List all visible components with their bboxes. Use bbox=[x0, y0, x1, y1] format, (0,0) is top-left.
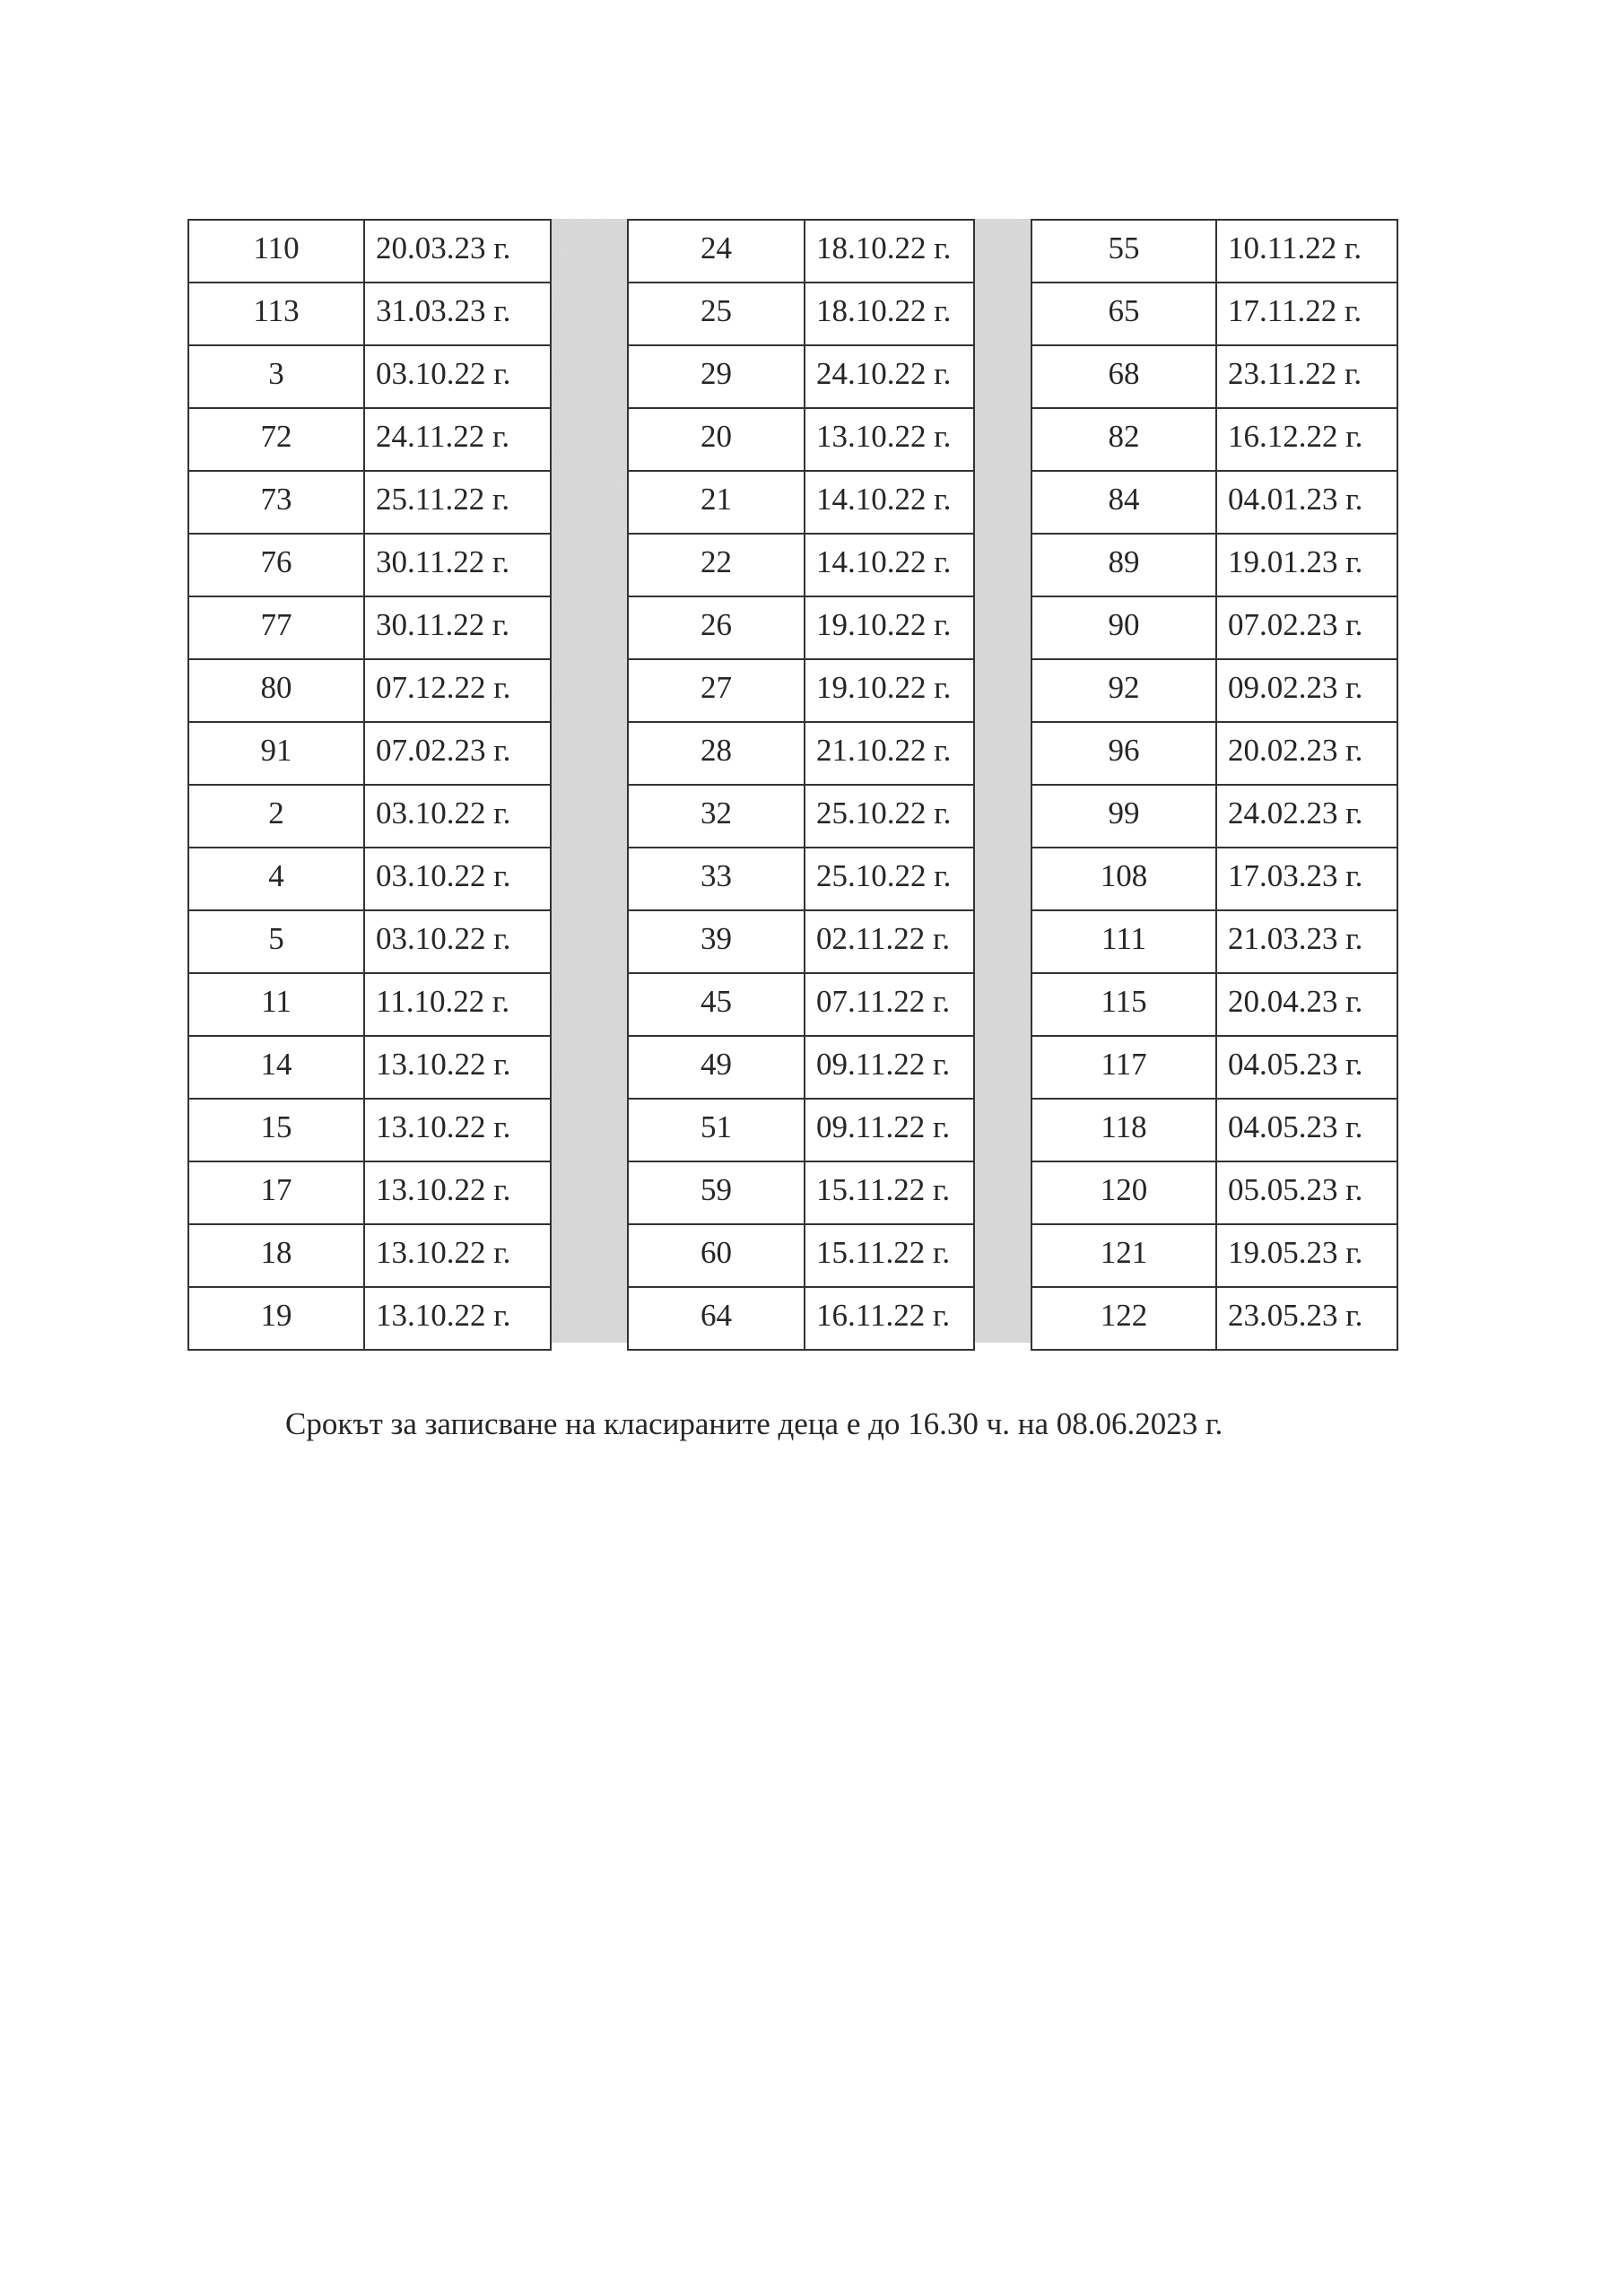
application-number-cell: 26 bbox=[628, 596, 805, 659]
application-date-cell: 20.04.23 г. bbox=[1216, 973, 1397, 1036]
table-row bbox=[628, 722, 974, 785]
table-row bbox=[628, 1224, 974, 1287]
application-date-cell: 07.02.23 г. bbox=[1216, 596, 1397, 659]
application-date-cell: 20.03.23 г. bbox=[364, 220, 551, 283]
application-number-cell: 117 bbox=[1031, 1036, 1216, 1099]
application-number-cell: 5 bbox=[188, 910, 364, 973]
application-number-cell: 55 bbox=[1031, 220, 1216, 283]
application-date-cell: 25.11.22 г. bbox=[364, 471, 551, 534]
table-row bbox=[1031, 1036, 1397, 1099]
table-row bbox=[628, 534, 974, 596]
application-date-cell: 07.12.22 г. bbox=[364, 659, 551, 722]
application-number-cell: 3 bbox=[188, 345, 364, 408]
table-row bbox=[188, 471, 551, 534]
application-date-cell: 16.12.22 г. bbox=[1216, 408, 1397, 471]
table-row bbox=[1031, 283, 1397, 345]
application-date-cell: 24.02.23 г. bbox=[1216, 785, 1397, 848]
table-row bbox=[628, 659, 974, 722]
application-number-cell: 25 bbox=[628, 283, 805, 345]
table-row bbox=[1031, 973, 1397, 1036]
application-number-cell: 33 bbox=[628, 848, 805, 910]
application-number-cell: 82 bbox=[1031, 408, 1216, 471]
application-date-cell: 30.11.22 г. bbox=[364, 534, 551, 596]
application-number-cell: 32 bbox=[628, 785, 805, 848]
table-row bbox=[628, 283, 974, 345]
application-date-cell: 13.10.22 г. bbox=[364, 1099, 551, 1161]
application-date-cell: 31.03.23 г. bbox=[364, 283, 551, 345]
table-row bbox=[188, 973, 551, 1036]
table-row bbox=[188, 1036, 551, 1099]
separator-band bbox=[973, 219, 1031, 1343]
application-number-cell: 77 bbox=[188, 596, 364, 659]
ranking-table-block-1 bbox=[187, 219, 552, 1351]
table-row bbox=[188, 722, 551, 785]
application-date-cell: 25.10.22 г. bbox=[805, 785, 974, 848]
application-number-cell: 113 bbox=[188, 283, 364, 345]
table-row bbox=[188, 534, 551, 596]
application-number-cell: 15 bbox=[188, 1099, 364, 1161]
table-row bbox=[188, 596, 551, 659]
application-number-cell: 19 bbox=[188, 1287, 364, 1350]
application-number-cell: 121 bbox=[1031, 1224, 1216, 1287]
application-number-cell: 51 bbox=[628, 1099, 805, 1161]
table-row bbox=[188, 345, 551, 408]
table-row bbox=[188, 220, 551, 283]
application-number-cell: 29 bbox=[628, 345, 805, 408]
application-date-cell: 17.11.22 г. bbox=[1216, 283, 1397, 345]
application-number-cell: 80 bbox=[188, 659, 364, 722]
application-number-cell: 118 bbox=[1031, 1099, 1216, 1161]
table-row bbox=[188, 910, 551, 973]
application-number-cell: 84 bbox=[1031, 471, 1216, 534]
application-number-cell: 76 bbox=[188, 534, 364, 596]
table-row bbox=[628, 1287, 974, 1350]
application-date-cell: 04.05.23 г. bbox=[1216, 1099, 1397, 1161]
application-number-cell: 73 bbox=[188, 471, 364, 534]
application-number-cell: 120 bbox=[1031, 1161, 1216, 1224]
application-date-cell: 18.10.22 г. bbox=[805, 283, 974, 345]
application-number-cell: 18 bbox=[188, 1224, 364, 1287]
table-row bbox=[1031, 910, 1397, 973]
table-row bbox=[1031, 1099, 1397, 1161]
application-date-cell: 18.10.22 г. bbox=[805, 220, 974, 283]
application-date-cell: 15.11.22 г. bbox=[805, 1224, 974, 1287]
application-date-cell: 14.10.22 г. bbox=[805, 471, 974, 534]
ranking-table-block-2 bbox=[627, 219, 975, 1351]
application-number-cell: 111 bbox=[1031, 910, 1216, 973]
table-row bbox=[1031, 596, 1397, 659]
table-row bbox=[188, 1287, 551, 1350]
application-number-cell: 59 bbox=[628, 1161, 805, 1224]
table-row bbox=[1031, 785, 1397, 848]
application-date-cell: 21.03.23 г. bbox=[1216, 910, 1397, 973]
table-row bbox=[188, 659, 551, 722]
application-number-cell: 64 bbox=[628, 1287, 805, 1350]
application-date-cell: 30.11.22 г. bbox=[364, 596, 551, 659]
application-number-cell: 49 bbox=[628, 1036, 805, 1099]
application-date-cell: 23.05.23 г. bbox=[1216, 1287, 1397, 1350]
table-row bbox=[628, 1099, 974, 1161]
application-number-cell: 20 bbox=[628, 408, 805, 471]
enrollment-deadline-note: Срокът за записване на класираните деца е до 16.30 ч. на 08.06.2023 г. bbox=[285, 1406, 1223, 1441]
application-number-cell: 4 bbox=[188, 848, 364, 910]
application-number-cell: 28 bbox=[628, 722, 805, 785]
table-row bbox=[628, 848, 974, 910]
application-date-cell: 19.10.22 г. bbox=[805, 596, 974, 659]
table-row bbox=[628, 408, 974, 471]
application-date-cell: 03.10.22 г. bbox=[364, 345, 551, 408]
application-number-cell: 24 bbox=[628, 220, 805, 283]
table-row bbox=[628, 785, 974, 848]
application-number-cell: 2 bbox=[188, 785, 364, 848]
application-number-cell: 110 bbox=[188, 220, 364, 283]
application-date-cell: 09.02.23 г. bbox=[1216, 659, 1397, 722]
application-date-cell: 14.10.22 г. bbox=[805, 534, 974, 596]
application-number-cell: 92 bbox=[1031, 659, 1216, 722]
table-row bbox=[188, 785, 551, 848]
table-row bbox=[188, 1099, 551, 1161]
ranking-table-block-3 bbox=[1031, 219, 1398, 1351]
application-number-cell: 91 bbox=[188, 722, 364, 785]
application-number-cell: 17 bbox=[188, 1161, 364, 1224]
table-row bbox=[1031, 1287, 1397, 1350]
table-row bbox=[1031, 408, 1397, 471]
table-row bbox=[1031, 659, 1397, 722]
application-number-cell: 65 bbox=[1031, 283, 1216, 345]
application-date-cell: 24.11.22 г. bbox=[364, 408, 551, 471]
application-number-cell: 90 bbox=[1031, 596, 1216, 659]
application-date-cell: 25.10.22 г. bbox=[805, 848, 974, 910]
application-number-cell: 21 bbox=[628, 471, 805, 534]
application-date-cell: 13.10.22 г. bbox=[805, 408, 974, 471]
application-date-cell: 03.10.22 г. bbox=[364, 848, 551, 910]
application-number-cell: 14 bbox=[188, 1036, 364, 1099]
application-date-cell: 19.10.22 г. bbox=[805, 659, 974, 722]
table-row bbox=[1031, 848, 1397, 910]
application-date-cell: 05.05.23 г. bbox=[1216, 1161, 1397, 1224]
application-date-cell: 03.10.22 г. bbox=[364, 910, 551, 973]
table-row bbox=[628, 1161, 974, 1224]
application-number-cell: 27 bbox=[628, 659, 805, 722]
table-row bbox=[1031, 534, 1397, 596]
application-number-cell: 108 bbox=[1031, 848, 1216, 910]
application-date-cell: 07.11.22 г. bbox=[805, 973, 974, 1036]
application-number-cell: 45 bbox=[628, 973, 805, 1036]
application-date-cell: 02.11.22 г. bbox=[805, 910, 974, 973]
application-number-cell: 72 bbox=[188, 408, 364, 471]
application-date-cell: 13.10.22 г. bbox=[364, 1161, 551, 1224]
application-date-cell: 04.05.23 г. bbox=[1216, 1036, 1397, 1099]
application-number-cell: 96 bbox=[1031, 722, 1216, 785]
table-row bbox=[188, 408, 551, 471]
separator-band bbox=[550, 219, 627, 1343]
application-number-cell: 22 bbox=[628, 534, 805, 596]
table-row bbox=[1031, 722, 1397, 785]
application-date-cell: 07.02.23 г. bbox=[364, 722, 551, 785]
application-date-cell: 16.11.22 г. bbox=[805, 1287, 974, 1350]
table-row bbox=[628, 345, 974, 408]
table-row bbox=[628, 910, 974, 973]
application-date-cell: 13.10.22 г. bbox=[364, 1224, 551, 1287]
table-row bbox=[628, 1036, 974, 1099]
application-date-cell: 04.01.23 г. bbox=[1216, 471, 1397, 534]
application-date-cell: 17.03.23 г. bbox=[1216, 848, 1397, 910]
application-number-cell: 68 bbox=[1031, 345, 1216, 408]
table-row bbox=[628, 973, 974, 1036]
table-row bbox=[1031, 345, 1397, 408]
table-row bbox=[188, 1224, 551, 1287]
table-row bbox=[628, 471, 974, 534]
application-number-cell: 115 bbox=[1031, 973, 1216, 1036]
table-row bbox=[1031, 471, 1397, 534]
application-date-cell: 21.10.22 г. bbox=[805, 722, 974, 785]
table-row bbox=[188, 283, 551, 345]
application-date-cell: 20.02.23 г. bbox=[1216, 722, 1397, 785]
application-date-cell: 15.11.22 г. bbox=[805, 1161, 974, 1224]
application-number-cell: 122 bbox=[1031, 1287, 1216, 1350]
application-number-cell: 11 bbox=[188, 973, 364, 1036]
application-number-cell: 60 bbox=[628, 1224, 805, 1287]
table-row bbox=[1031, 1161, 1397, 1224]
application-date-cell: 13.10.22 г. bbox=[364, 1036, 551, 1099]
application-date-cell: 03.10.22 г. bbox=[364, 785, 551, 848]
application-date-cell: 19.05.23 г. bbox=[1216, 1224, 1397, 1287]
table-row bbox=[1031, 1224, 1397, 1287]
application-number-cell: 39 bbox=[628, 910, 805, 973]
table-row bbox=[188, 848, 551, 910]
application-date-cell: 09.11.22 г. bbox=[805, 1036, 974, 1099]
table-row bbox=[188, 1161, 551, 1224]
application-date-cell: 09.11.22 г. bbox=[805, 1099, 974, 1161]
application-date-cell: 24.10.22 г. bbox=[805, 345, 974, 408]
application-date-cell: 19.01.23 г. bbox=[1216, 534, 1397, 596]
application-date-cell: 10.11.22 г. bbox=[1216, 220, 1397, 283]
application-number-cell: 89 bbox=[1031, 534, 1216, 596]
application-date-cell: 11.10.22 г. bbox=[364, 973, 551, 1036]
table-row bbox=[628, 596, 974, 659]
application-number-cell: 99 bbox=[1031, 785, 1216, 848]
application-date-cell: 23.11.22 г. bbox=[1216, 345, 1397, 408]
table-row bbox=[628, 220, 974, 283]
application-date-cell: 13.10.22 г. bbox=[364, 1287, 551, 1350]
table-row bbox=[1031, 220, 1397, 283]
